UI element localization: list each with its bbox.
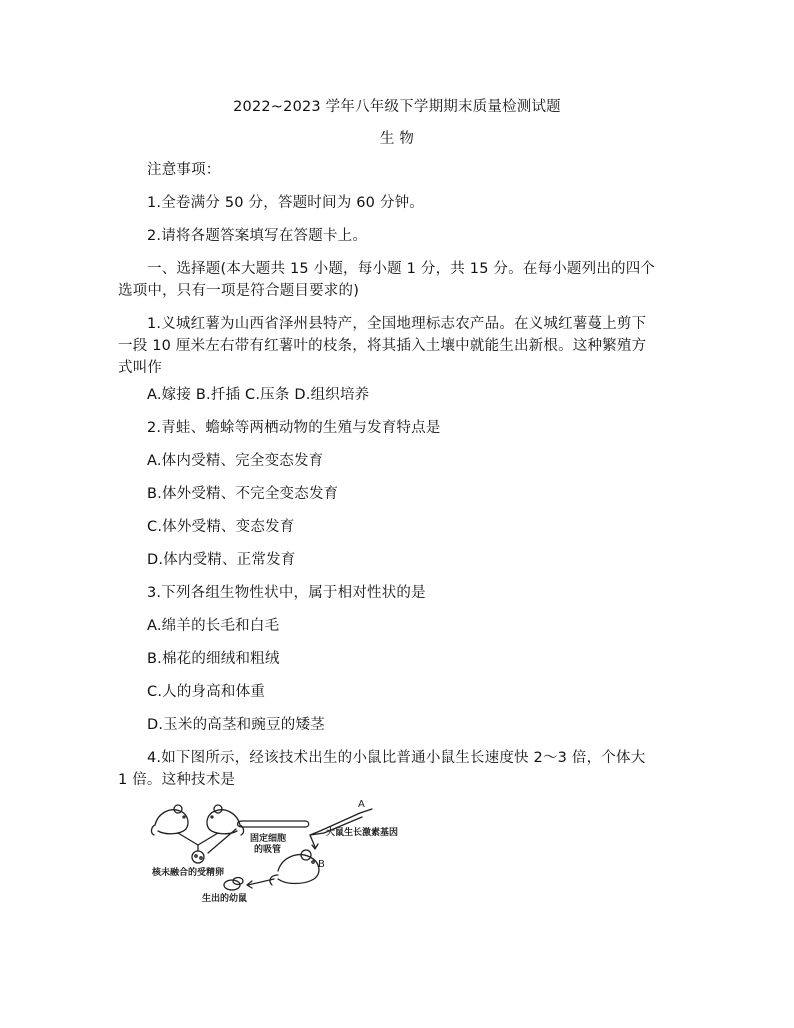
subject-title: 生 物: [379, 131, 415, 147]
question-1-stem-line: 式叫作: [118, 360, 163, 376]
figure-diagram: [150, 795, 425, 905]
exam-title: 2022~2023 学年八年级下学期期末质量检测试题: [233, 99, 561, 115]
question-3-option: D.玉米的高茎和豌豆的矮茎: [147, 717, 325, 733]
figure-marker-b: B: [318, 859, 325, 870]
question-2-stem: 2.青蛙、蟾蜍等两栖动物的生殖与发育特点是: [147, 420, 441, 436]
pipette-icon: [238, 821, 309, 827]
question-3-stem: 3.下列各组生物性状中，属于相对性状的是: [147, 585, 426, 601]
figure-label-offspring: 生出的幼鼠: [202, 894, 248, 904]
question-2-option: A.体内受精、完全变态发育: [147, 453, 324, 469]
notes-heading: 注意事项：: [147, 162, 221, 178]
question-2-option: C.体外受精、变态发育: [147, 519, 295, 535]
question-2-option: D.体内受精、正常发育: [147, 552, 296, 568]
question-3-option: B.棉花的细绒和粗绒: [147, 651, 280, 667]
question-3-option: A.绵羊的长毛和白毛: [147, 618, 280, 634]
question-4-stem-line: 1 倍。这种技术是: [118, 772, 236, 788]
figure-marker-a: A: [358, 799, 365, 810]
section-intro-line: 一、选择题(本大题共 15 小题，每小题 1 分，共 15 分。在每小题列出的四个: [147, 261, 656, 277]
question-1-stem-line: 一段 10 厘米左右带有红薯叶的枝条，将其插入土壤中就能生出新根。这种繁殖方: [118, 338, 647, 354]
section-intro-line: 选项中，只有一项是符合题目要求的): [118, 283, 360, 299]
figure-label-gene: 大鼠生长激素基因: [326, 828, 399, 838]
figure-label-egg: 核未融合的受精卵: [152, 868, 225, 878]
note-item: 1.全卷满分 50 分，答题时间为 60 分钟。: [147, 195, 424, 211]
fertilized-egg-icon: [192, 851, 204, 863]
figure-label-pipette: 固定细胞: [250, 834, 287, 844]
transgenic-mouse-figure: [150, 795, 425, 905]
question-3-option: C.人的身高和体重: [147, 684, 266, 700]
figure-label-pipette-2: 的吸管: [254, 845, 282, 855]
question-2-option: B.体外受精、不完全变态发育: [147, 486, 339, 502]
note-item: 2.请将各题答案填写在答题卡上。: [147, 228, 368, 244]
parent-mouse-right-icon: [207, 805, 244, 835]
question-1-options: A.嫁接 B.扦插 C.压条 D.组织培养: [147, 387, 370, 403]
parent-mouse-left-icon: [151, 805, 188, 835]
question-1-stem-line: 1.义城红薯为山西省泽州县特产，全国地理标志农产品。在义城红薯蔓上剪下: [147, 316, 647, 332]
offspring-mice-icon: [224, 878, 243, 891]
question-4-stem-line: 4.如下图所示，经该技术出生的小鼠比普通小鼠生长速度快 2～3 倍，个体大: [147, 750, 646, 766]
surrogate-mouse-icon: [270, 850, 319, 885]
